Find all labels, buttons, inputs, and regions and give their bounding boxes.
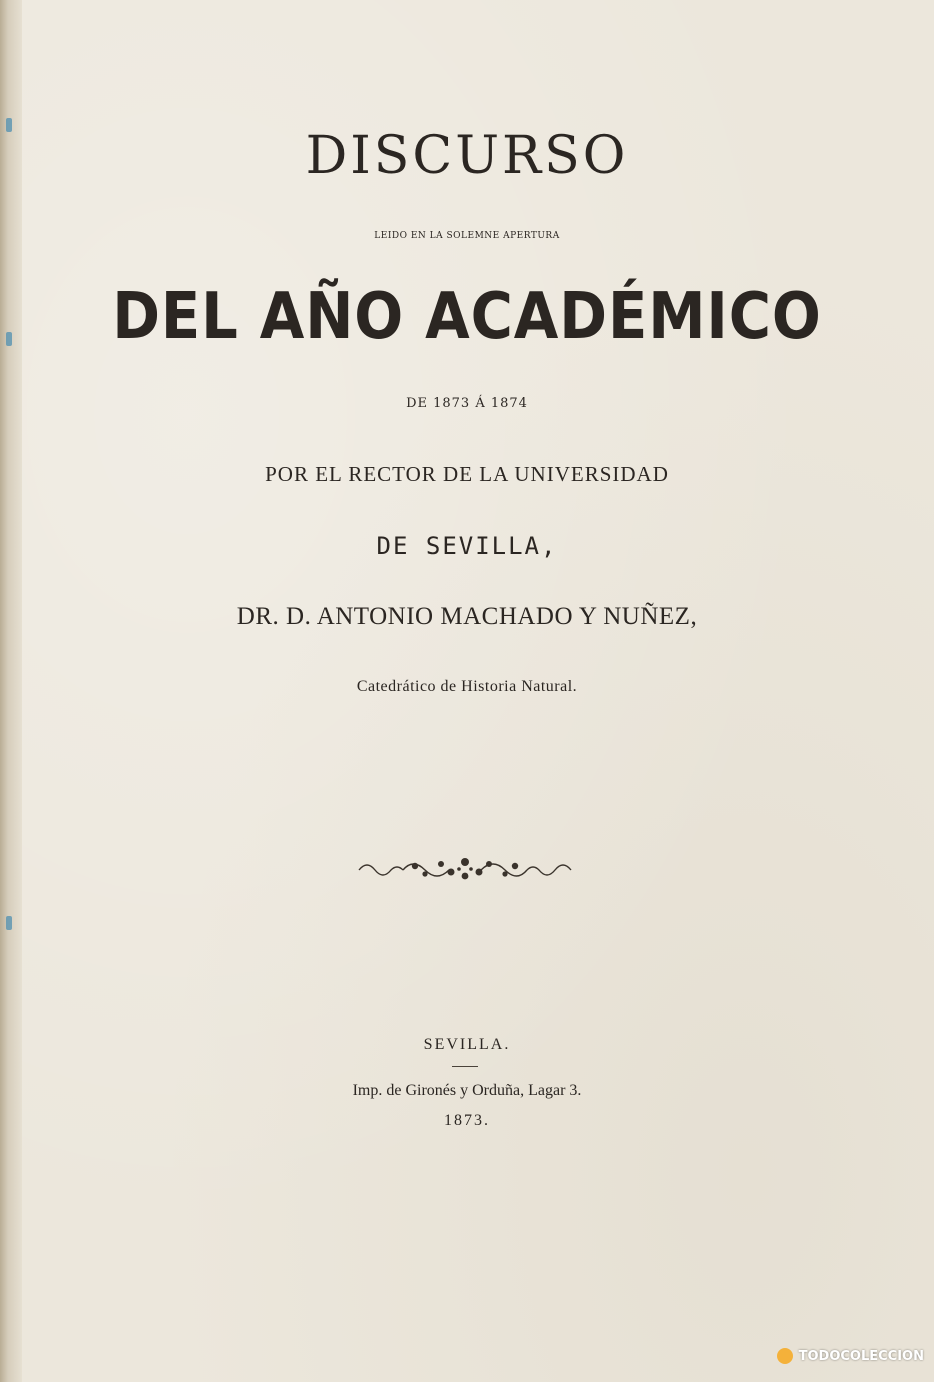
imprint-printer: Imp. de Gironés y Orduña, Lagar 3. bbox=[352, 1082, 582, 1099]
floral-ornament-icon bbox=[355, 850, 575, 890]
heading: DISCURSO bbox=[305, 126, 629, 186]
author-name: DR. D. ANTONIO MACHADO Y NUÑEZ, bbox=[236, 603, 698, 630]
todocoleccion-logo-icon bbox=[777, 1348, 793, 1364]
academic-years: DE 1873 Á 1874 bbox=[406, 396, 528, 411]
by-line: POR EL RECTOR DE LA UNIVERSIDAD bbox=[265, 462, 669, 486]
subheading: LEIDO EN LA SOLEMNE APERTURA bbox=[374, 231, 560, 241]
imprint-rule bbox=[452, 1066, 478, 1067]
author-title: Catedrático de Historia Natural. bbox=[356, 678, 578, 695]
imprint-year: 1873. bbox=[444, 1112, 490, 1129]
city-line: DE SEVILLA, bbox=[376, 532, 558, 560]
spine-tab bbox=[6, 332, 12, 346]
spine-tab bbox=[6, 916, 12, 930]
watermark bbox=[777, 1348, 924, 1364]
watermark-text: TODOCOLECCION bbox=[798, 1348, 924, 1364]
imprint-city: SEVILLA. bbox=[423, 1036, 511, 1053]
main-title: DEL AÑO ACADÉMICO bbox=[112, 280, 822, 354]
